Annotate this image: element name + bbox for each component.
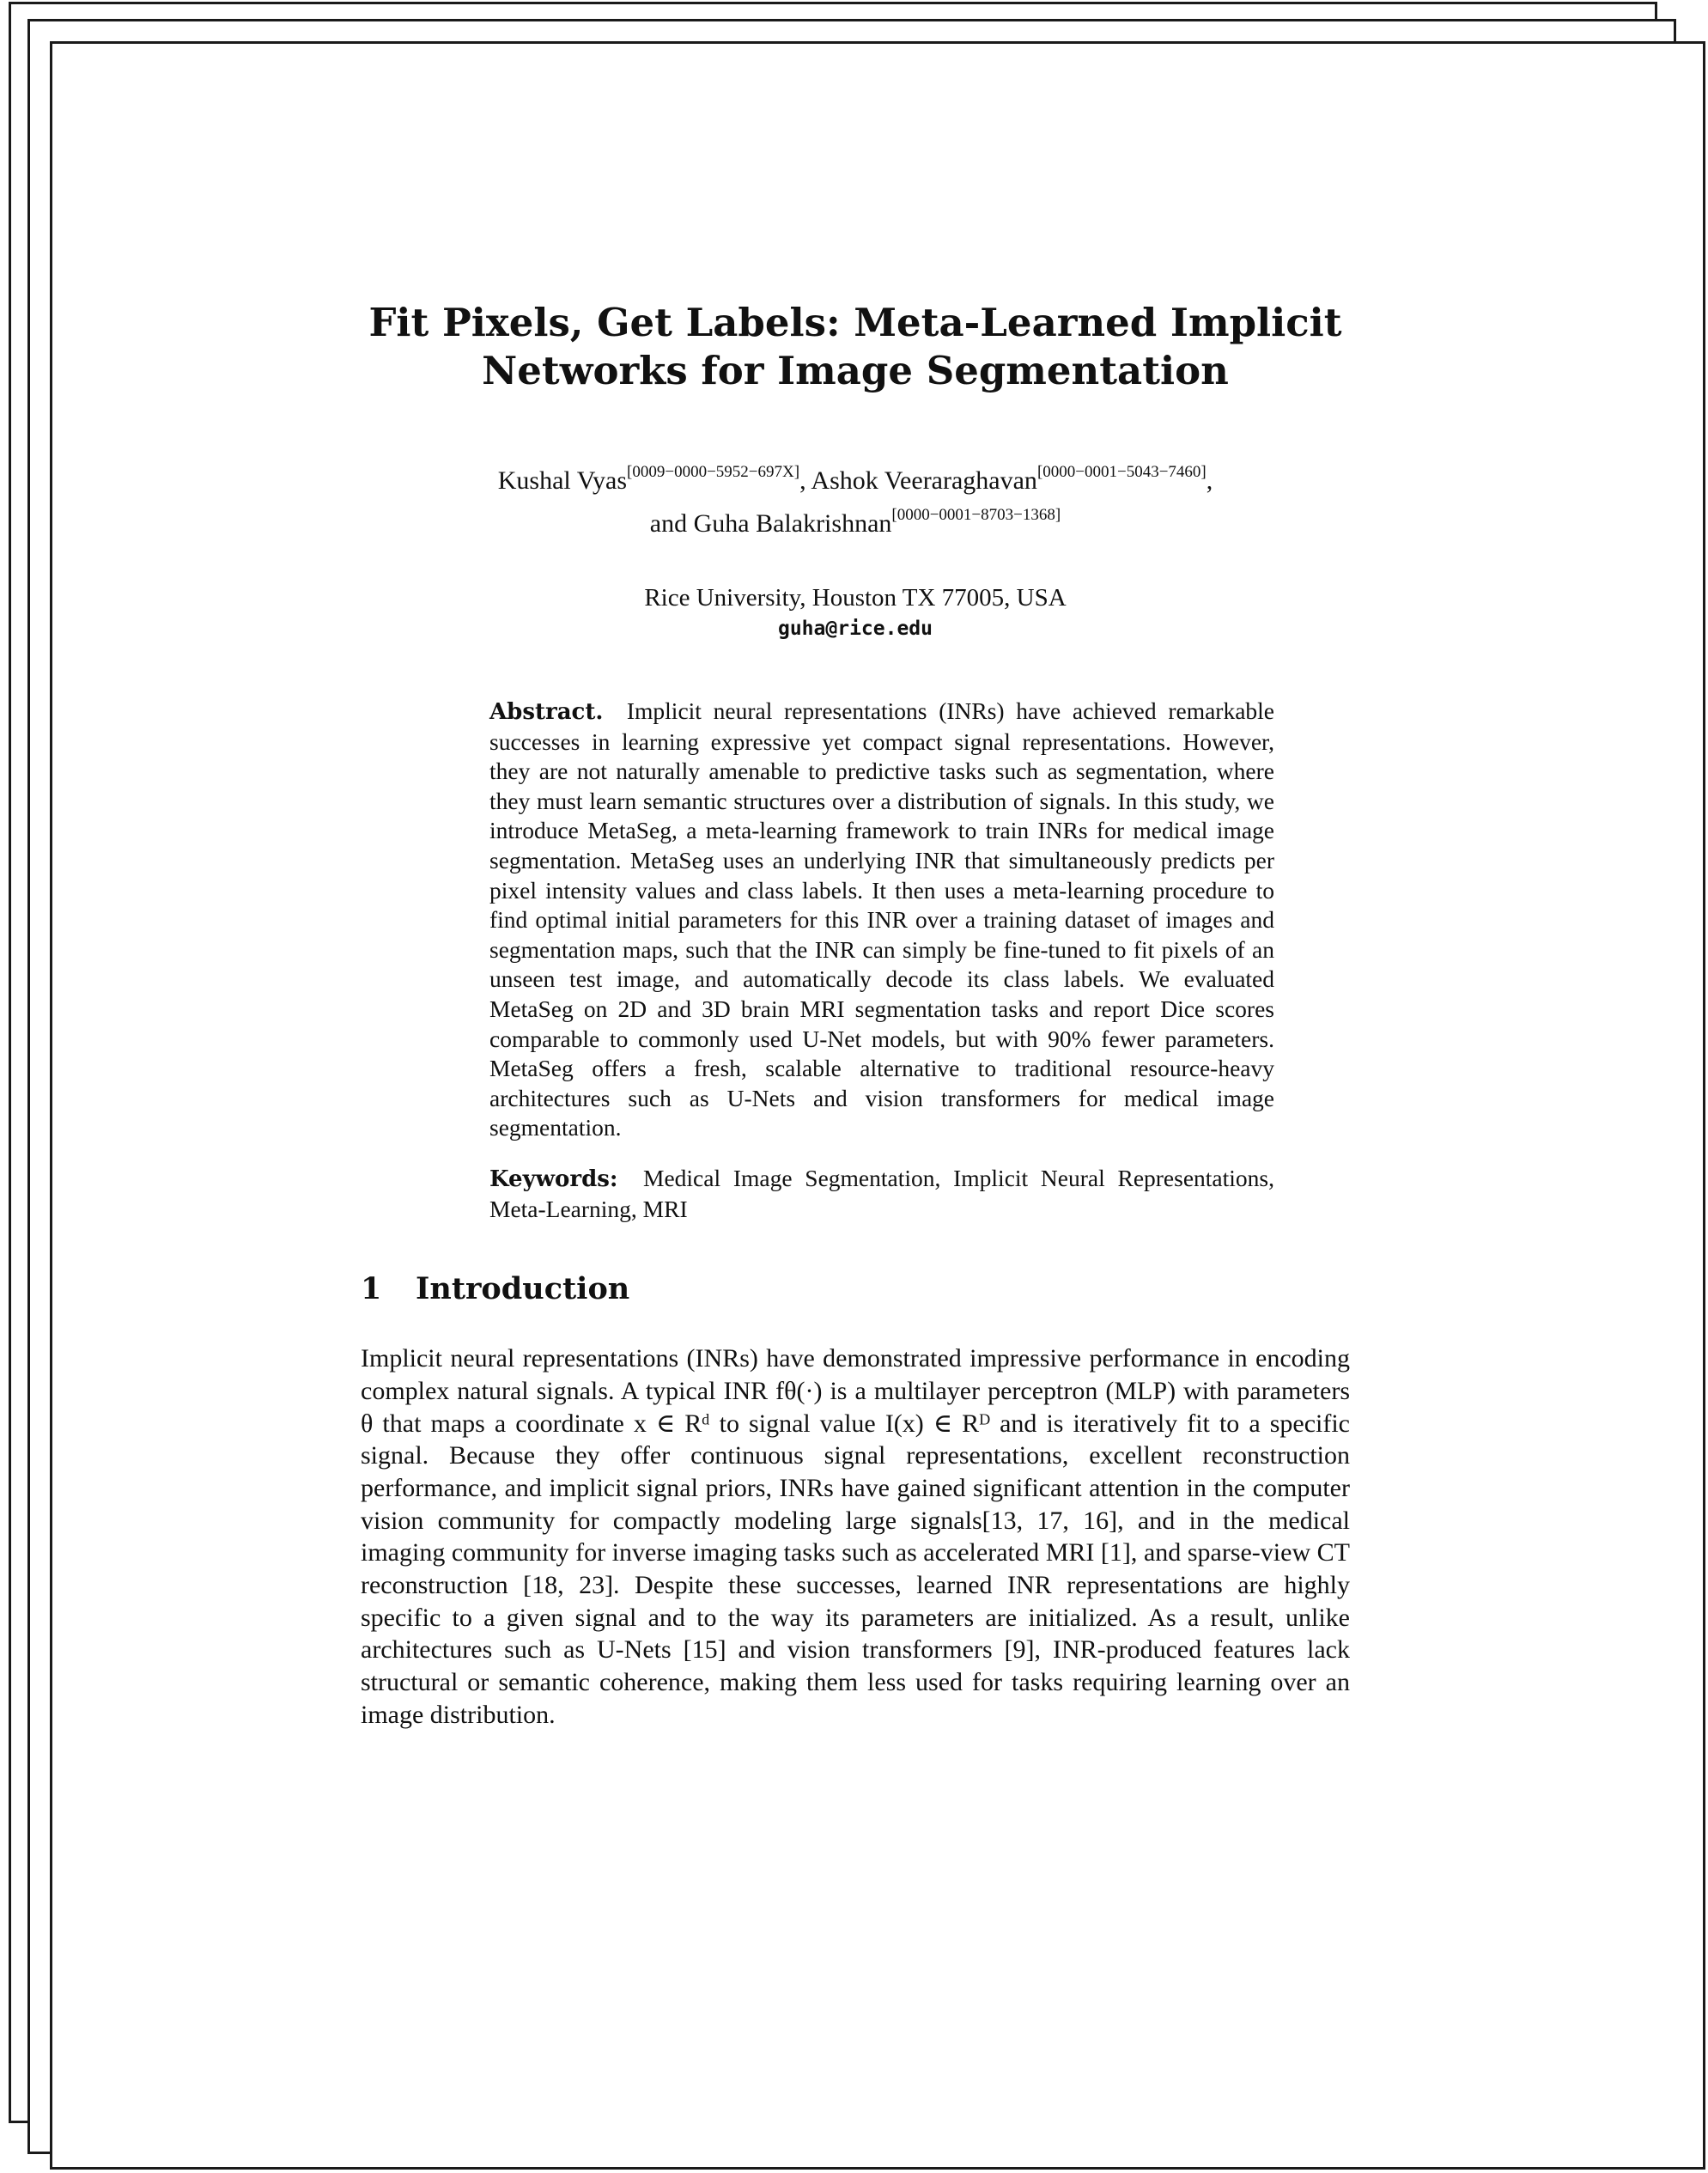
- affiliation: Rice University, Houston TX 77005, USA: [644, 584, 1067, 612]
- abstract: [489, 697, 1274, 1143]
- introduction-paragraph: Implicit neural representations (INRs) have demonstrated impressive performance in encoding complex natural signals. A typical INR fθ(·) is a multilayer perceptron (MLP) with parameters θ that maps a coordinate x ∈ Rᵈ to signal value I(x) ∈ Rᴰ and is iteratively fit to a specific signal. Because they offer continuous signal representations, excellent reconstruction performance, and implicit signal priors, INRs have gained significant attention in the computer vision community for compactly modeling large signals[13, 17, 16], and in the medical imaging community for inverse imaging tasks such as accelerated MRI [1], and sparse-view CT reconstruction [18, 23]. Despite these successes, learned INR representations are highly specific to a given signal and to the way its parameters are initialized. As a result, unlike architectures such as U-Nets [15] and vision transformers [9], INR-produced features lack structural or semantic coherence, making them less used for tasks requiring learning over an image distribution.: [361, 1344, 1350, 1729]
- section-heading: [361, 1270, 1350, 1308]
- author-separator: ,: [799, 466, 811, 495]
- keywords-label: Keywords:: [489, 1166, 618, 1192]
- author-orcid: [0009−0000−5952−697X]: [627, 463, 800, 481]
- keywords-text: Medical Image Segmentation, Implicit Neural Representations, Meta-Learning, MRI: [489, 1164, 1274, 1222]
- author-list: [361, 455, 1350, 541]
- abstract-text: Implicit neural representations (INRs) have achieved remarkable successes in learning expressive yet compact signal representations. However, they are not naturally amenable to predictive tasks such as segmentation, where they must learn semantic structures over a distribution of signals. In this study, we introduce MetaSeg, a meta-learning framework to train INRs for medical image segmentation. MetaSeg uses an underlying INR that simultaneously predicts per pixel intensity values and class labels. It then uses a meta-learning procedure to find optimal initial parameters for this INR over a training dataset of images and segmentation maps, such that the INR can simply be fine-tuned to fit pixels of an unseen test image, and automatically decode its class labels. We evaluated MetaSeg on 2D and 3D brain MRI segmentation tasks and report Dice scores comparable to commonly used U-Net models, but with 90% fewer parameters. MetaSeg offers a fresh, scalable alternative to traditional resource-heavy architectures such as U-Nets and vision transformers for medical image segmentation.: [489, 697, 1275, 1141]
- author-orcid: [0000−0001−5043−7460]: [1036, 463, 1207, 481]
- author-name: Guha Balakrishnan: [693, 509, 892, 538]
- author-name: Kushal Vyas: [497, 466, 628, 495]
- section-number: 1: [361, 1271, 382, 1307]
- author-name: Ashok Veeraraghavan: [811, 466, 1037, 495]
- abstract-label: Abstract.: [489, 699, 604, 725]
- contact-email[interactable]: guha@rice.edu: [777, 618, 933, 640]
- author-orcid: [0000−0001−8703−1368]: [891, 506, 1061, 524]
- keywords: [489, 1164, 1274, 1224]
- author-separator: ,: [1206, 466, 1213, 495]
- paper-title: Fit Pixels, Get Labels: Meta-Learned Implicit Networks for Image Segmentation: [368, 300, 1342, 393]
- author-prefix: and: [649, 509, 694, 538]
- page-content: [361, 299, 1350, 1757]
- section-title: Introduction: [416, 1271, 630, 1307]
